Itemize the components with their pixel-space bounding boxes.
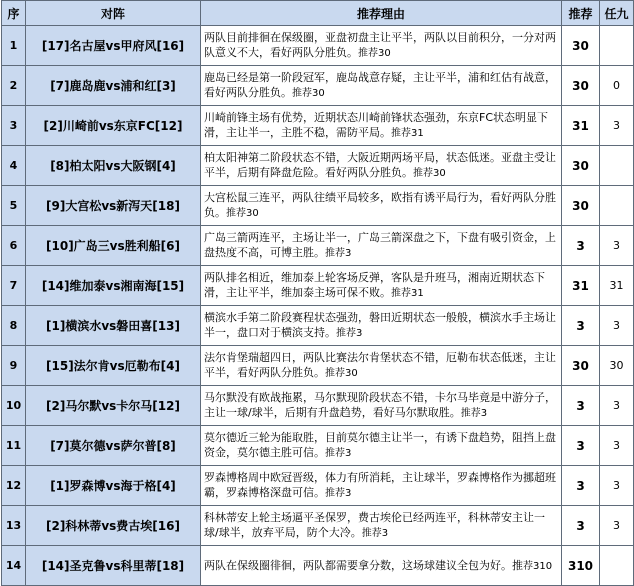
row-index: 9 [2,346,26,386]
renjiu-value: 0 [600,66,634,106]
reason-pick: 推荐31 [391,128,424,139]
row-index: 7 [2,266,26,306]
table-row [2,26,634,66]
match-name: [10]广岛三vs胜利船[6] [26,226,201,266]
recommendation-value: 30 [562,186,600,226]
match-name: [1]罗森博vs海于格[4] [26,466,201,506]
match-name: [8]柏太阳vs大阪钢[4] [26,146,201,186]
row-index: 13 [2,506,26,546]
reason-text: 莫尔德近三轮为能取胜，目前莫尔德主让半一，有诱下盘趋势，阻挡上盘资金，莫尔德主胜可信。 [204,431,556,459]
table-row [2,106,634,146]
recommendation-reason [201,466,562,506]
reason-pick: 推荐30 [413,168,446,179]
reason-text: 科林蒂安上轮主场逼平圣保罗，费古埃伦已经两连平，科林蒂安主让一球/球半，放弃平局，防个大冷。 [204,511,545,539]
recommendation-value: 31 [562,106,600,146]
reason-text: 两队目前排徊在保级圈，亚盘初盘主让平半，两队以目前积分，一分对两队意义不大，看好两队分胜负。 [204,31,556,59]
recommendation-reason [201,306,562,346]
reason-text: 马尔默没有欧战拖累，马尔默现阶段状态不错，卡尔马毕竟是中游分子，主让一球/球半，后期有升盘趋势，看好马尔默取胜。 [204,391,556,419]
table-row [2,146,634,186]
row-index: 4 [2,146,26,186]
renjiu-value [600,546,634,586]
reason-pick: 推荐3 [460,408,488,419]
reason-text: 柏太阳神第二阶段状态不错，大阪近期两场平局，状态低迷。亚盘主受让平半，后期有降盘危险。看好两队分胜负。 [204,151,556,179]
table-row [2,186,634,226]
row-index: 1 [2,26,26,66]
recommendation-value: 30 [562,26,600,66]
row-index: 8 [2,306,26,346]
recommendation-reason [201,266,562,306]
reason-pick: 推荐30 [292,88,325,99]
renjiu-value: 30 [600,346,634,386]
reason-text: 鹿岛已经是第一阶段冠军，鹿岛战意存疑，主让平半，浦和红估有战意，看好两队分胜负。 [204,71,556,99]
recommendation-value: 310 [562,546,600,586]
match-name: [7]莫尔德vs萨尔普[8] [26,426,201,466]
reason-text: 法尔肯堡瑞超四日，两队比赛法尔肯堡状态不错，厄勒布状态低迷，主让平半，看好两队分胜负。 [204,351,556,379]
header-match: 对阵 [26,1,201,26]
renjiu-value: 3 [600,226,634,266]
renjiu-value: 3 [600,306,634,346]
match-name: [2]川崎前vs东京FC[12] [26,106,201,146]
recommendation-reason [201,506,562,546]
table-row [2,506,634,546]
table-row [2,426,634,466]
row-index: 2 [2,66,26,106]
recommendation-value: 3 [562,306,600,346]
recommendation-value: 30 [562,346,600,386]
table-row [2,266,634,306]
renjiu-value: 3 [600,426,634,466]
recommendation-value: 3 [562,386,600,426]
header-reason: 推荐理由 [201,1,562,26]
reason-text: 广岛三箭两连平，主场让半一，广岛三箭深盘之下，下盘有吸引资金，上盘热度不高，可博主胜。 [204,231,556,259]
row-index: 6 [2,226,26,266]
row-index: 10 [2,386,26,426]
match-name: [14]圣克鲁vs科里蒂[18] [26,546,201,586]
reason-text: 罗森博格周中欧冠晋级，体力有所消耗，主让球半，罗森博格作为挪超班霸，罗森博格深盘可信。 [204,471,556,499]
table-row [2,306,634,346]
recommendation-reason [201,346,562,386]
reason-text: 川崎前锋主场有优势，近期状态川崎前锋状态强劲，东京FC状态明显下滑，主让半一，主胜不稳，需防平局。 [204,111,549,139]
reason-pick: 推荐30 [226,208,259,219]
reason-pick: 推荐3 [336,328,363,339]
match-name: [2]马尔默vs卡尔马[12] [26,386,201,426]
recommendation-value: 30 [562,146,600,186]
renjiu-value [600,146,634,186]
table-row [2,546,634,586]
row-index: 14 [2,546,26,586]
table-row [2,386,634,426]
renjiu-value: 3 [600,106,634,146]
recommendation-table [1,0,634,586]
reason-pick: 推荐3 [325,448,352,459]
recommendation-reason [201,226,562,266]
table-body [2,26,634,586]
match-name: [15]法尔肯vs厄勒布[4] [26,346,201,386]
table-row [2,66,634,106]
recommendation-value: 3 [562,506,600,546]
table-row [2,226,634,266]
recommendation-value: 3 [562,226,600,266]
renjiu-value: 31 [600,266,634,306]
recommendation-value: 31 [562,266,600,306]
renjiu-value: 3 [600,386,634,426]
recommendation-reason [201,146,562,186]
reason-text: 两队排名相近，维加泰上轮客场反弹，客队是升班马，湘南近期状态下滑，主让平半，维加泰主场可保不败。 [204,271,545,299]
row-index: 12 [2,466,26,506]
recommendation-reason [201,426,562,466]
header-row [2,1,634,26]
reason-pick: 推荐3 [361,528,389,539]
match-name: [14]维加泰vs湘南海[15] [26,266,201,306]
renjiu-value: 3 [600,466,634,506]
table-row [2,346,634,386]
match-name: [17]名古屋vs甲府风[16] [26,26,201,66]
recommendation-value: 3 [562,426,600,466]
reason-text: 大宫松鼠三连平，两队往绩平局较多，欧指有诱平局行为，看好两队分胜负。 [204,191,556,219]
row-index: 3 [2,106,26,146]
recommendation-value: 3 [562,466,600,506]
table-row [2,466,634,506]
match-name: [2]科林蒂vs费古埃[16] [26,506,201,546]
reason-pick: 推荐30 [358,48,391,59]
match-name: [9]大宫松vs新泻天[18] [26,186,201,226]
reason-pick: 荐310 [523,560,553,572]
reason-pick: 推荐3 [325,248,352,259]
reason-text: 横滨水手第二阶段赛程状态强劲，磐田近期状态一般般，横滨水手主场让半一，盘口对于横滨支持。 [204,311,556,339]
renjiu-value: 3 [600,506,634,546]
reason-pick: 推荐30 [325,368,358,379]
reason-pick: 推荐3 [325,488,352,499]
recommendation-reason [201,546,562,586]
recommendation-reason [201,106,562,146]
header-rec: 推荐 [562,1,600,26]
reason-pick: 推荐31 [391,288,424,299]
renjiu-value [600,26,634,66]
recommendation-reason [201,66,562,106]
renjiu-value [600,186,634,226]
recommendation-value: 30 [562,66,600,106]
recommendation-reason [201,386,562,426]
row-index: 11 [2,426,26,466]
recommendation-reason [201,26,562,66]
match-name: [1]横滨水vs磐田喜[13] [26,306,201,346]
match-name: [7]鹿岛鹿vs浦和红[3] [26,66,201,106]
row-index: 5 [2,186,26,226]
header-r9: 任九 [600,1,634,26]
recommendation-reason [201,186,562,226]
header-idx: 序 [2,1,26,26]
reason-text: 两队在保级圈徘徊，两队都需要拿分数，这场球建议全包为好。推 [204,558,523,572]
